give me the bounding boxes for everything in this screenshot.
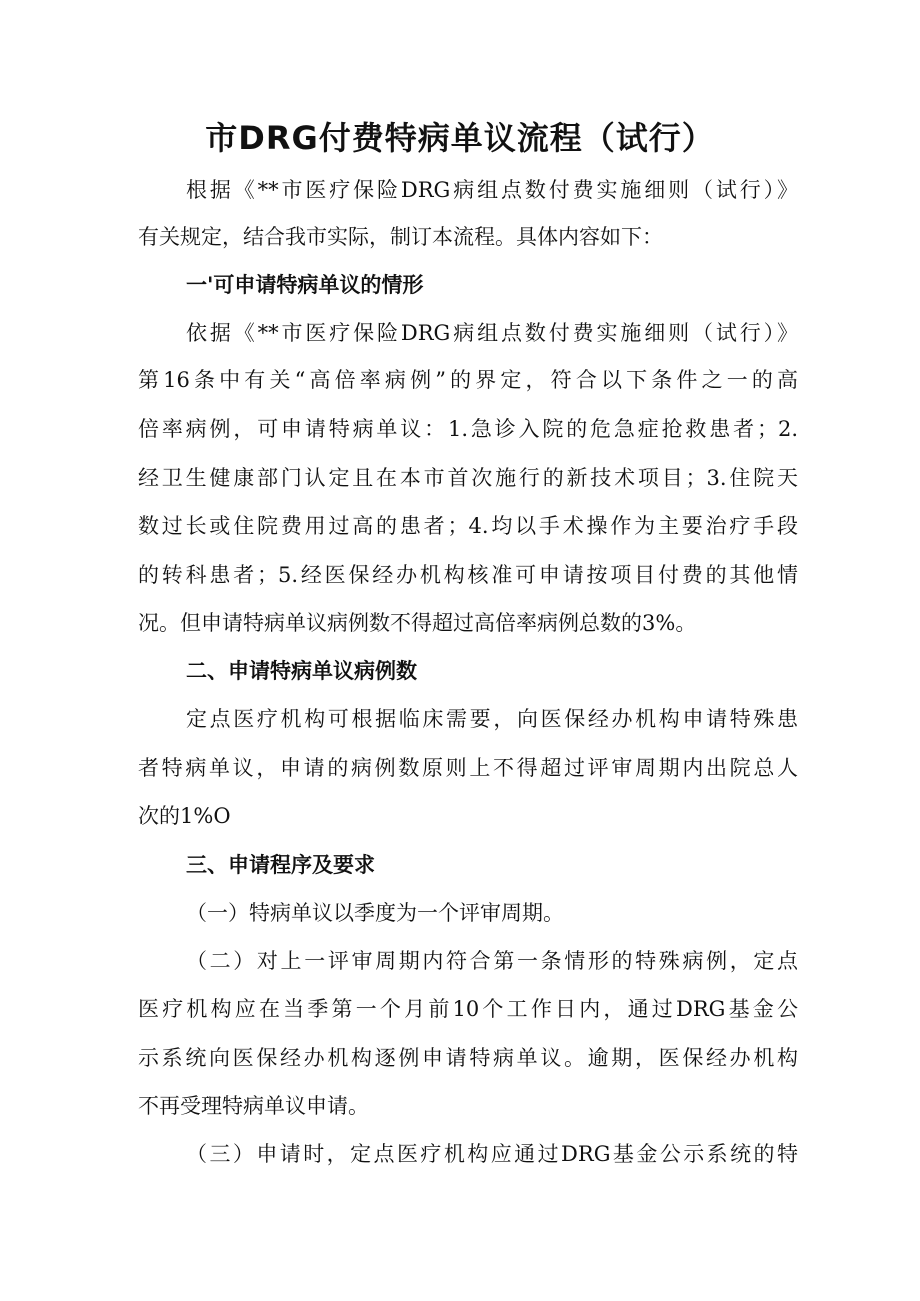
section-3-heading: 三、申请程序及要求	[186, 853, 375, 877]
section-3-item-2-line-2: 医疗机构应在当季第一个月前10个工作日内，通过DRG基金公	[138, 997, 798, 1021]
section-3-item-2-line-3: 示系统向医保经办机构逐例申请特病单议。逾期，医保经办机构	[138, 1046, 798, 1070]
intro-line-2: 有关规定，结合我市实际，制订本流程。具体内容如下：	[138, 225, 663, 249]
section-2-line-3: 次的1%O	[138, 804, 231, 828]
section-1-line-4: 经卫生健康部门认定且在本市首次施行的新技术项目；3.住院天	[138, 466, 798, 490]
section-1-line-1: 依据《**市医疗保险DRG病组点数付费实施细则（试行）》	[186, 321, 798, 345]
section-3-item-2-line-4: 不再受理特病单议申请。	[138, 1094, 369, 1118]
section-1-line-7: 况。但申请特病单议病例数不得超过高倍率病例总数的3%。	[138, 611, 697, 635]
section-2-line-2: 者特病单议，申请的病例数原则上不得超过评审周期内出院总人	[138, 756, 798, 780]
section-1-line-2: 第16条中有关“高倍率病例”的界定，符合以下条件之一的高	[138, 368, 798, 392]
section-3-item-2-line-1: （二）对上一评审周期内符合第一条情形的特殊病例，定点	[186, 949, 798, 973]
section-1-heading: 一'可申请特病单议的情形	[186, 273, 424, 297]
section-1-line-3: 倍率病例，可申请特病单议：1.急诊入院的危急症抢救患者；2.	[138, 417, 798, 441]
section-3-item-1: （一）特病单议以季度为一个评审周期。	[186, 901, 564, 925]
document-title: 市DRG付费特病单议流程（试行）	[205, 119, 715, 157]
section-2-line-1: 定点医疗机构可根据临床需要，向医保经办机构申请特殊患	[186, 707, 798, 731]
section-3-item-3-line-1: （三）申请时，定点医疗机构应通过DRG基金公示系统的特	[186, 1142, 798, 1166]
section-1-line-5: 数过长或住院费用过高的患者；4.均以手术操作为主要治疗手段	[138, 514, 798, 538]
section-1-line-6: 的转科患者；5.经医保经办机构核准可申请按项目付费的其他情	[138, 563, 798, 587]
intro-line-1: 根据《**市医疗保险DRG病组点数付费实施细则（试行）》	[186, 178, 798, 202]
section-2-heading: 二、申请特病单议病例数	[186, 659, 417, 683]
